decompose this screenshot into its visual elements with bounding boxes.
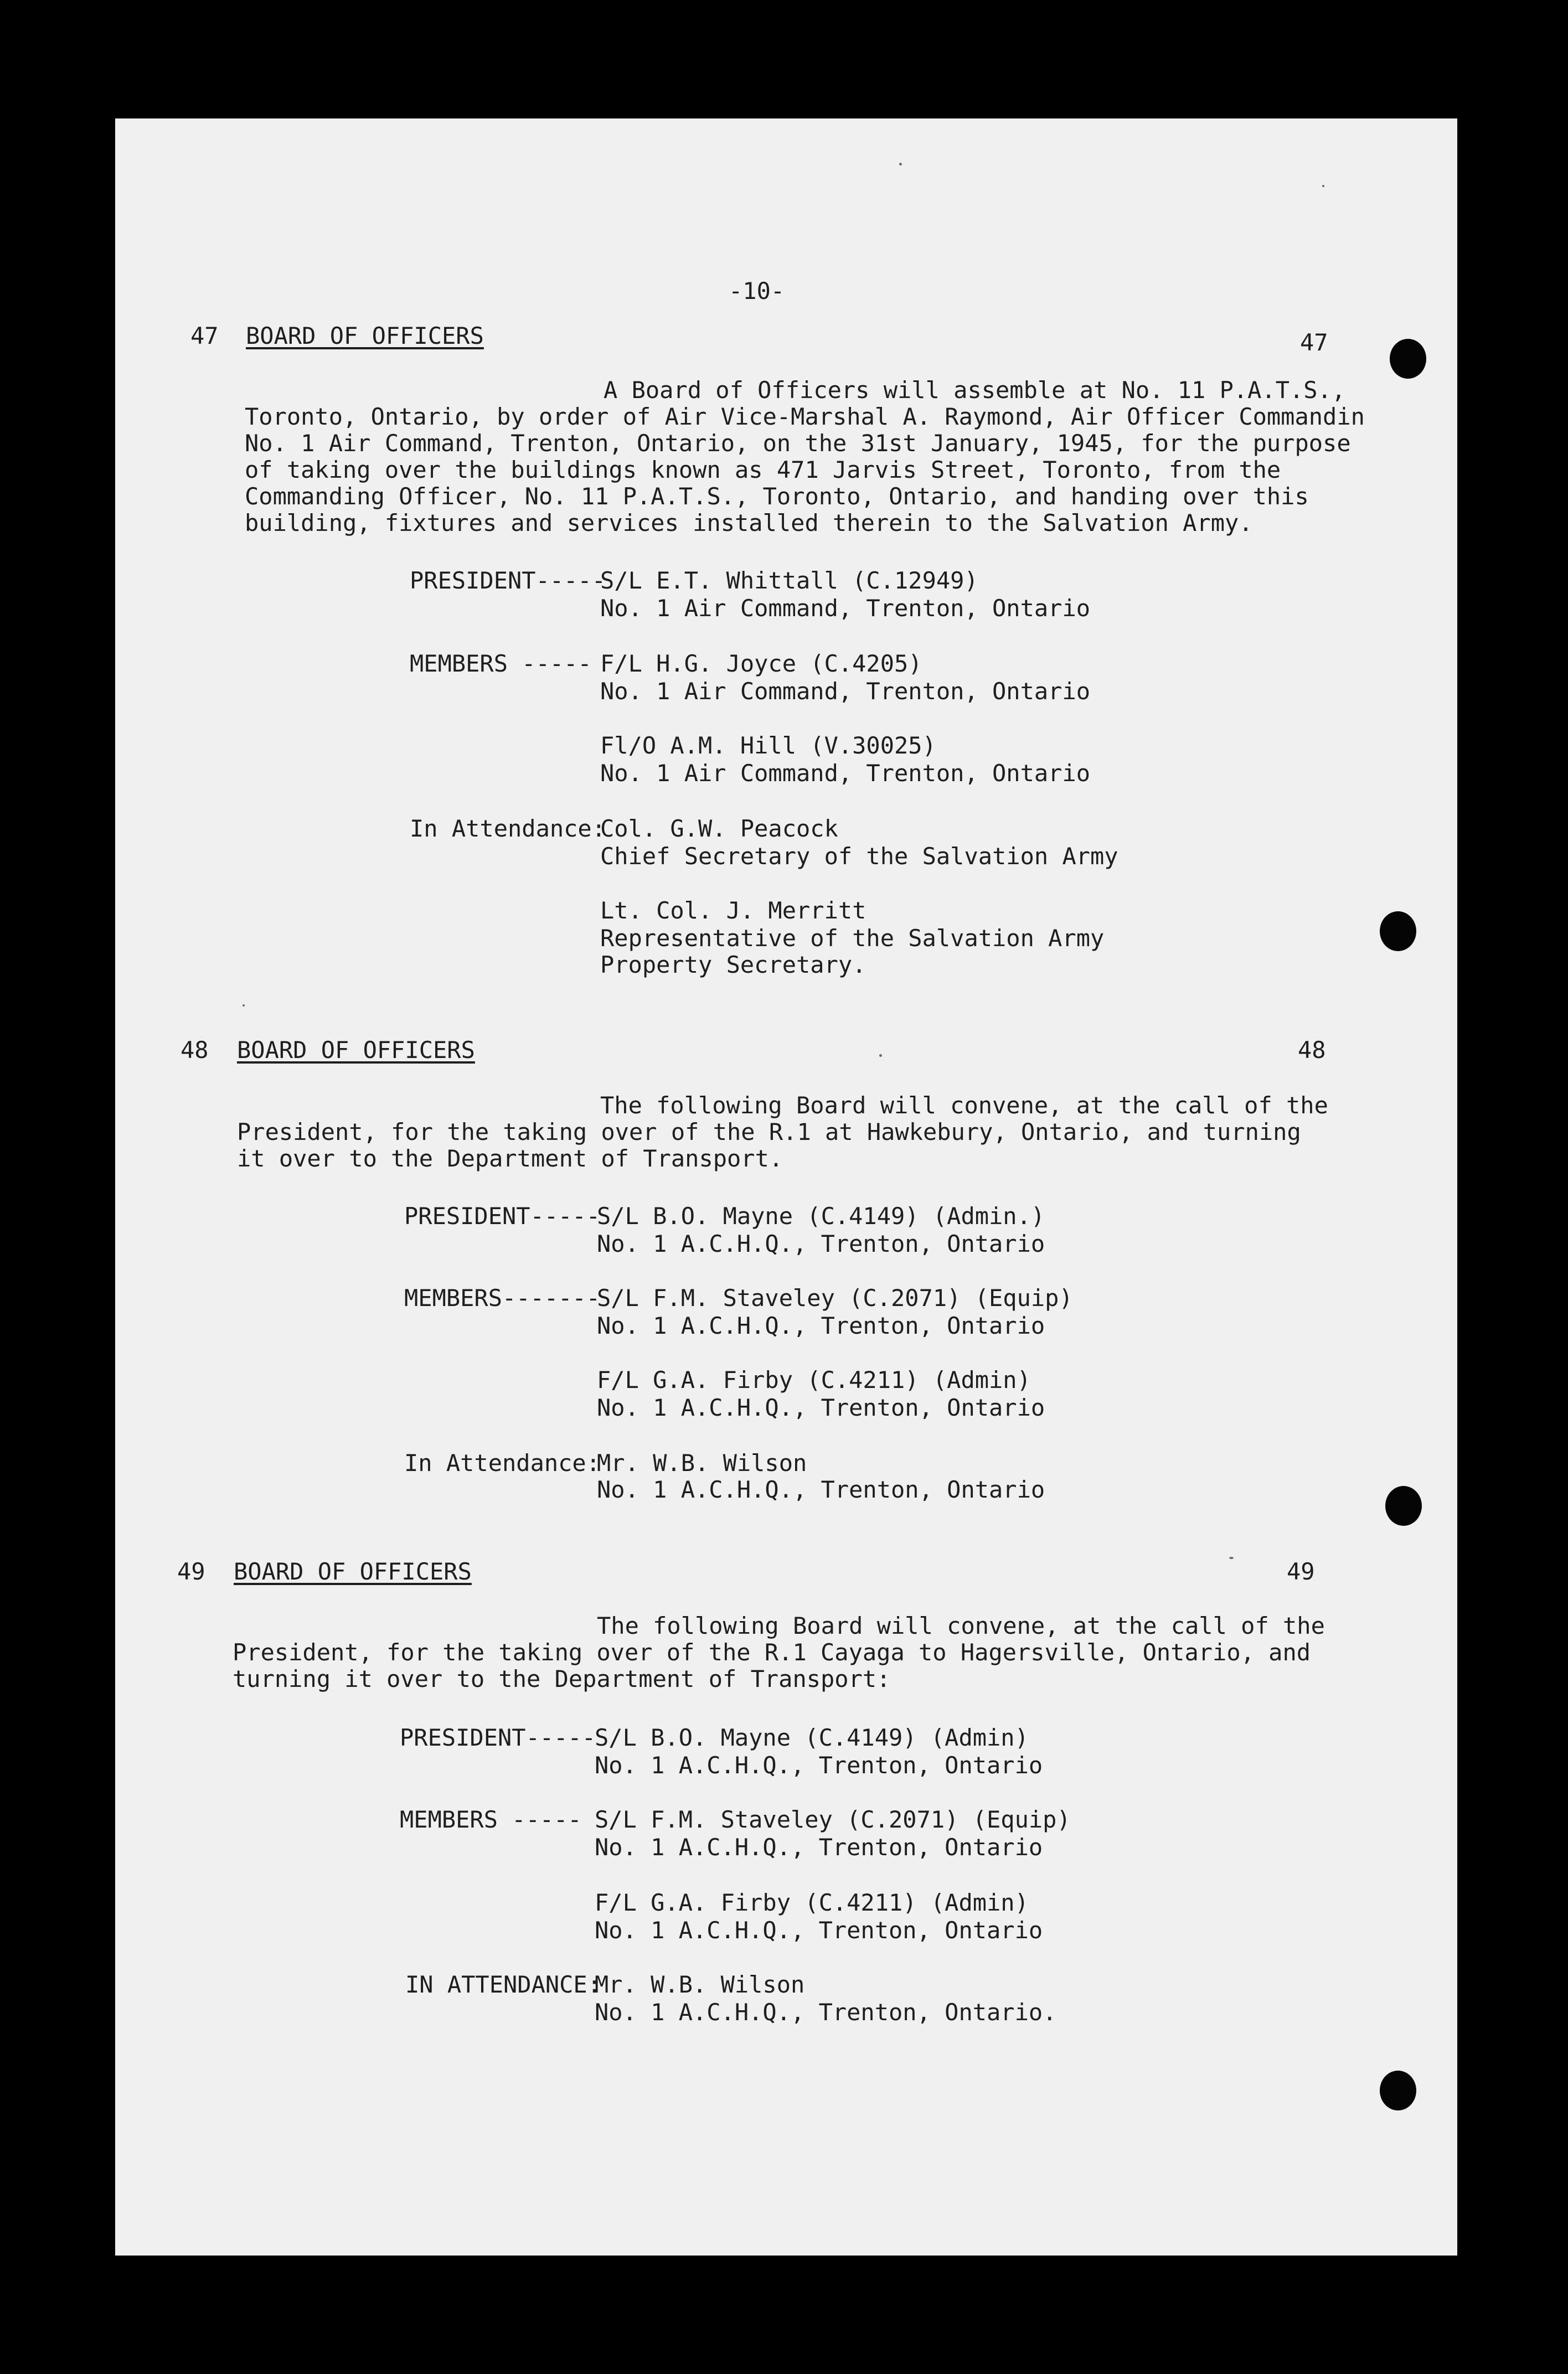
item-number-right: 47 (1300, 329, 1328, 356)
president-name: S/L B.O. Mayne (C.4149) (Admin.) (597, 1203, 1045, 1230)
member-name: S/L F.M. Staveley (C.2071) (Equip) (595, 1806, 1071, 1833)
president-label: PRESIDENT----- (400, 1724, 596, 1751)
member-name: Fl/O A.M. Hill (V.30025) (600, 732, 936, 759)
item-number-right: 48 (1298, 1036, 1326, 1064)
paragraph-line: The following Board will convene, at the call of the (597, 1612, 1325, 1639)
punch-hole (1380, 2071, 1416, 2110)
paragraph-line: building, fixtures and services installed therein to the Salvation Army. (245, 509, 1253, 536)
paragraph-line: President, for the taking over of the R.1 Cayaga to Hagersville, Ontario, and (233, 1639, 1311, 1666)
paragraph-line: President, for the taking over of the R.1 at Hawkebury, Ontario, and turning (237, 1118, 1301, 1145)
paper-speck (1322, 185, 1324, 187)
president-name: S/L B.O. Mayne (C.4149) (Admin) (595, 1724, 1029, 1751)
members-label: MEMBERS------- (404, 1284, 601, 1312)
punch-hole (1385, 1486, 1422, 1526)
paper-speck (1229, 1557, 1234, 1559)
attendance-label: IN ATTENDANCE: (405, 1971, 602, 1998)
president-unit: No. 1 A.C.H.Q., Trenton, Ontario (595, 1752, 1043, 1779)
member-name: F/L H.G. Joyce (C.4205) (600, 650, 922, 677)
item-number-left: 49 (177, 1558, 205, 1585)
member-name: S/L F.M. Staveley (C.2071) (Equip) (597, 1284, 1073, 1312)
president-unit: No. 1 A.C.H.Q., Trenton, Ontario (597, 1230, 1045, 1257)
paper-speck (243, 1004, 245, 1007)
paragraph-line: Commanding Officer, No. 11 P.A.T.S., Toronto, Ontario, and handing over this (245, 483, 1309, 510)
members-label: MEMBERS ----- (410, 650, 592, 677)
section-heading: BOARD OF OFFICERS (246, 322, 484, 349)
attendance-name: Lt. Col. J. Merritt (600, 897, 866, 924)
paper-speck (879, 1054, 882, 1057)
attendance-name: Mr. W.B. Wilson (597, 1449, 807, 1477)
punch-hole (1380, 911, 1416, 951)
member-unit: No. 1 Air Command, Trenton, Ontario (600, 760, 1091, 787)
attendance-name: Mr. W.B. Wilson (595, 1971, 805, 1998)
member-unit: No. 1 A.C.H.Q., Trenton, Ontario (595, 1917, 1043, 1944)
attendance-title: No. 1 A.C.H.Q., Trenton, Ontario (597, 1476, 1045, 1503)
item-number-left: 48 (180, 1036, 209, 1064)
member-unit: No. 1 A.C.H.Q., Trenton, Ontario (597, 1394, 1045, 1421)
paragraph-line: it over to the Department of Transport. (237, 1145, 783, 1172)
member-unit: No. 1 A.C.H.Q., Trenton, Ontario (595, 1834, 1043, 1861)
section-heading: BOARD OF OFFICERS (237, 1036, 475, 1064)
attendance-name: Col. G.W. Peacock (600, 815, 838, 842)
member-name: F/L G.A. Firby (C.4211) (Admin) (597, 1366, 1031, 1394)
punch-hole (1390, 339, 1426, 379)
section-heading: BOARD OF OFFICERS (234, 1558, 472, 1585)
president-label: PRESIDENT----- (410, 567, 606, 594)
paper-speck (899, 163, 902, 166)
document-page (115, 118, 1457, 2256)
item-number-right: 49 (1287, 1558, 1315, 1585)
member-unit: No. 1 A.C.H.Q., Trenton, Ontario (597, 1312, 1045, 1339)
page-number: -10- (729, 277, 785, 305)
attendance-label: In Attendance: (410, 815, 606, 842)
attendance-title: Property Secretary. (600, 951, 866, 978)
member-unit: No. 1 Air Command, Trenton, Ontario (600, 678, 1091, 705)
attendance-label: In Attendance: (404, 1449, 601, 1477)
paragraph-line: The following Board will convene, at the call of the (600, 1092, 1328, 1119)
paragraph-line: No. 1 Air Command, Trenton, Ontario, on the 31st January, 1945, for the purpose (245, 430, 1351, 457)
members-label: MEMBERS ----- (400, 1806, 582, 1833)
president-name: S/L E.T. Whittall (C.12949) (600, 567, 978, 594)
attendance-title: Representative of the Salvation Army (600, 925, 1105, 952)
attendance-title: No. 1 A.C.H.Q., Trenton, Ontario. (595, 1999, 1057, 2026)
president-unit: No. 1 Air Command, Trenton, Ontario (600, 595, 1091, 622)
paragraph-line: A Board of Officers will assemble at No. 11 P.A.T.S., (604, 376, 1346, 404)
president-label: PRESIDENT----- (404, 1203, 601, 1230)
attendance-title: Chief Secretary of the Salvation Army (600, 843, 1118, 870)
paragraph-line: turning it over to the Department of Transport: (233, 1665, 891, 1692)
paragraph-line: of taking over the buildings known as 471 Jarvis Street, Toronto, from the (245, 456, 1281, 483)
member-name: F/L G.A. Firby (C.4211) (Admin) (595, 1889, 1029, 1916)
paragraph-line: Toronto, Ontario, by order of Air Vice-Marshal A. Raymond, Air Officer Commandin (245, 403, 1365, 430)
item-number-left: 47 (190, 322, 219, 349)
